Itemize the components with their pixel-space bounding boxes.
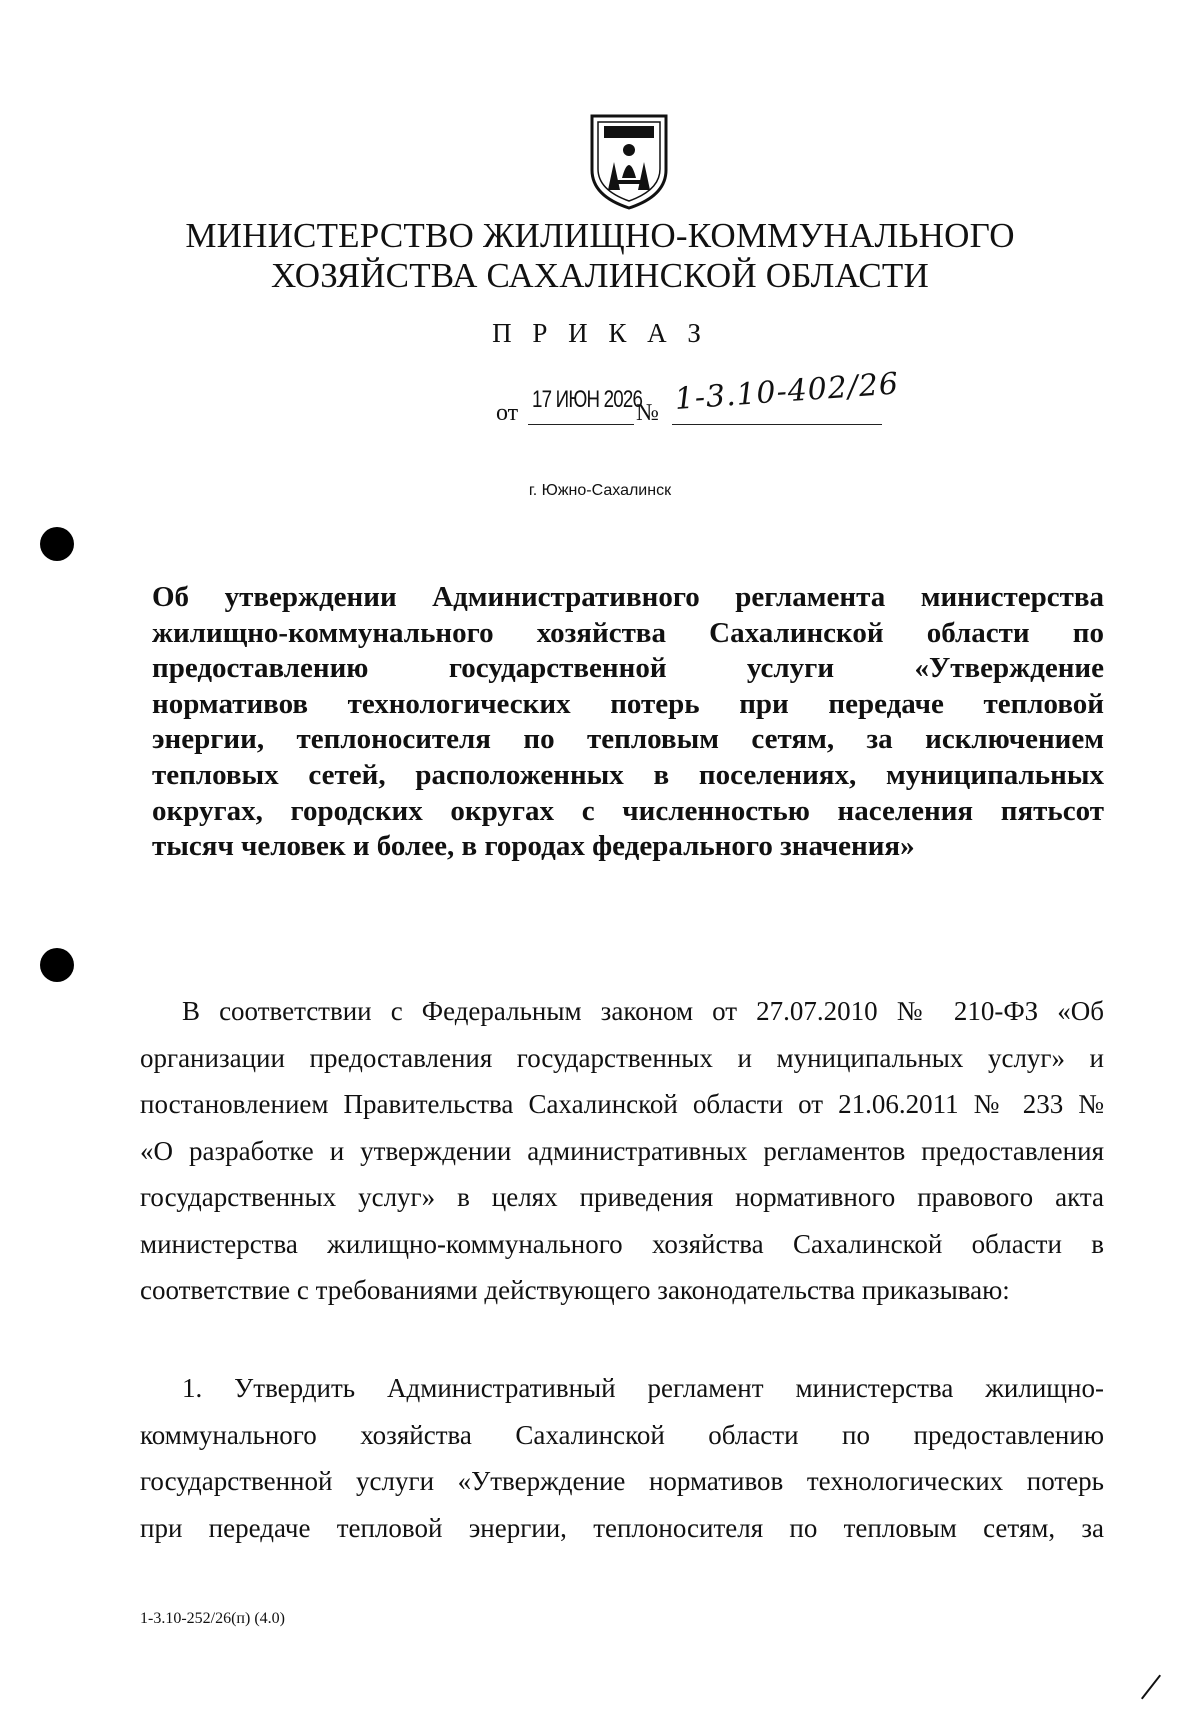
subject-line: энергии, теплоносителя по тепловым сетям, за исключением	[152, 723, 1104, 756]
paragraph-line: организации предоставления государственных и муниципальных услуг» и	[140, 1042, 1104, 1073]
order-date-number-line	[496, 366, 916, 434]
subject-line: тысяч человек и более, в городах федерального значения»	[152, 830, 915, 863]
ministry-name-line-1: МИНИСТЕРСТВО ЖИЛИЩНО-КОММУНАЛЬНОГО	[185, 216, 1015, 255]
number-field	[672, 366, 901, 425]
subject-line: жилищно-коммунального хозяйства Сахалинской области по	[152, 616, 1104, 649]
paragraph-line: коммунального хозяйства Сахалинской области по предоставлению	[140, 1419, 1104, 1450]
handwritten-order-number: 1-3.10-402/26	[673, 366, 901, 417]
paragraph-line: государственных услуг» в целях приведения нормативного правового акта	[140, 1182, 1104, 1212]
paragraph-line: «О разработке и утверждении административных регламентов предоставления	[140, 1135, 1104, 1166]
scan-artifact-stroke	[1141, 1675, 1161, 1700]
subject-line: тепловых сетей, расположенных в поселениях, муниципальных	[152, 758, 1104, 791]
order-title: П Р И К А З	[492, 318, 708, 348]
document-code: 1-3.10-252/26(п) (4.0)	[140, 1610, 285, 1627]
item-1-paragraph	[140, 1365, 1104, 1551]
paragraph-line: В соответствии с Федеральным законом от 27.07.2010 № 210-ФЗ «Об	[182, 996, 1104, 1026]
from-label: от	[496, 400, 519, 426]
ministry-name-line-2: ХОЗЯЙСТВА САХАЛИНСКОЙ ОБЛАСТИ	[271, 256, 929, 295]
subject-line: предоставлению государственной услуги «Утверждение	[152, 652, 1104, 685]
paragraph-line: 1. Утвердить Административный регламент министерства жилищно-	[182, 1373, 1104, 1403]
coat-of-arms-icon	[586, 112, 672, 210]
subject-line: Об утверждении Административного регламента министерства	[152, 581, 1104, 613]
punch-hole-mark-middle	[40, 948, 74, 982]
paragraph-line: соответствие с требованиями действующего законодательства приказываю:	[140, 1275, 1010, 1305]
order-subject	[152, 580, 1104, 865]
city-name: г. Южно-Сахалинск	[528, 482, 672, 499]
paragraph-line: министерства жилищно-коммунального хозяйства Сахалинской области в	[140, 1228, 1104, 1259]
ministry-name	[150, 216, 1050, 296]
date-stamp: 17 ИЮН 2026	[532, 386, 643, 413]
date-field	[528, 378, 643, 425]
paragraph-line: при передаче тепловой энергии, теплоносителя по тепловым сетям, за	[140, 1512, 1104, 1543]
punch-hole-mark-top	[40, 527, 74, 561]
preamble-paragraph	[140, 988, 1104, 1314]
subject-line: округах, городских округах с численностью населения пятьсот	[152, 794, 1104, 827]
subject-line: нормативов технологических потерь при передаче тепловой	[152, 687, 1104, 720]
number-label: №	[636, 400, 659, 426]
paragraph-line: постановлением Правительства Сахалинской области от 21.06.2011 № 233 №	[140, 1089, 1104, 1119]
paragraph-line: государственной услуги «Утверждение нормативов технологических потерь	[140, 1466, 1104, 1496]
